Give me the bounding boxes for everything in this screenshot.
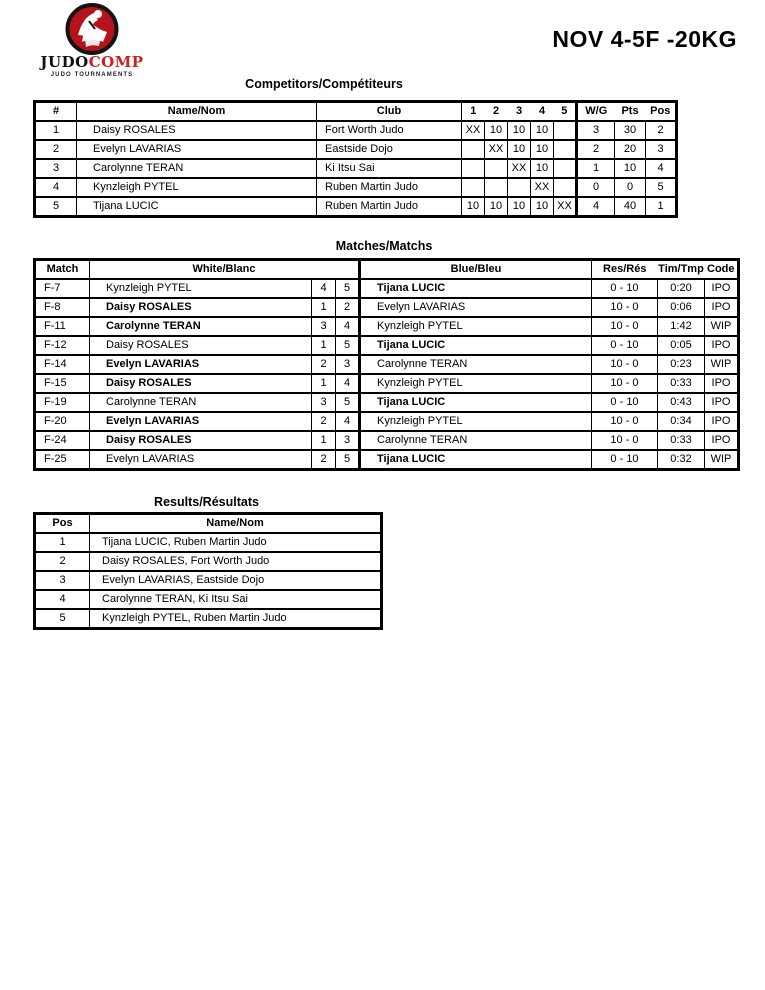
round-1-score: 10	[462, 197, 485, 217]
blue-player: Carolynne TERAN	[360, 355, 592, 374]
competitors-table	[33, 100, 678, 218]
match-code: IPO	[705, 298, 739, 317]
round-5-score: XX	[554, 197, 577, 217]
competitor-name: Kynzleigh PYTEL	[77, 178, 317, 197]
competitor-points: 30	[615, 121, 646, 140]
competitor-row	[35, 121, 677, 140]
white-player: Carolynne TERAN	[90, 393, 312, 412]
competitor-name: Daisy ROSALES	[77, 121, 317, 140]
match-time: 0:43	[658, 393, 705, 412]
white-player: Carolynne TERAN	[90, 317, 312, 336]
blue-player: Carolynne TERAN	[360, 431, 592, 450]
blue-player-number: 5	[336, 279, 360, 298]
blue-player-number: 4	[336, 317, 360, 336]
white-player: Kynzleigh PYTEL	[90, 279, 312, 298]
round-2-score	[485, 178, 508, 197]
competitor-club: Eastside Dojo	[317, 140, 462, 159]
match-time: 0:33	[658, 374, 705, 393]
result-row	[35, 609, 382, 629]
white-player: Daisy ROSALES	[90, 431, 312, 450]
competitor-name: Evelyn LAVARIAS	[77, 140, 317, 159]
round-3-score: 10	[508, 140, 531, 159]
results-section-title: Results/Résultats	[154, 495, 259, 509]
white-player-number: 1	[312, 298, 336, 317]
result-position: 1	[35, 533, 90, 552]
white-player-number: 1	[312, 431, 336, 450]
match-row	[35, 317, 739, 336]
logo-word-judo: JUDO	[40, 53, 89, 71]
competitor-row	[35, 159, 677, 178]
match-result: 10 - 0	[592, 298, 658, 317]
blue-player-number: 3	[336, 431, 360, 450]
matches-table	[33, 258, 740, 471]
blue-player-number: 5	[336, 450, 360, 470]
round-4-score: 10	[531, 140, 554, 159]
competitor-name: Tijana LUCIC	[77, 197, 317, 217]
logo-wordmark	[36, 55, 148, 70]
white-player: Daisy ROSALES	[90, 298, 312, 317]
white-player-number: 2	[312, 412, 336, 431]
match-row	[35, 450, 739, 470]
competitor-number: 2	[35, 140, 77, 159]
match-time: 0:05	[658, 336, 705, 355]
results-header-row	[35, 514, 382, 534]
match-code: WIP	[705, 355, 739, 374]
competitor-club: Ruben Martin Judo	[317, 197, 462, 217]
competitor-row	[35, 178, 677, 197]
match-time: 0:23	[658, 355, 705, 374]
competitor-wins: 0	[577, 178, 615, 197]
match-result: 10 - 0	[592, 355, 658, 374]
blue-player-number: 5	[336, 336, 360, 355]
white-player-number: 2	[312, 355, 336, 374]
blue-player-number: 2	[336, 298, 360, 317]
match-code: WIP	[705, 450, 739, 470]
match-row	[35, 431, 739, 450]
result-position: 5	[35, 609, 90, 629]
match-code: IPO	[705, 393, 739, 412]
col-result: Res/Rés	[592, 260, 658, 280]
result-position: 4	[35, 590, 90, 609]
match-result: 10 - 0	[592, 374, 658, 393]
match-id: F-20	[35, 412, 90, 431]
competitor-points: 10	[615, 159, 646, 178]
blue-player: Tijana LUCIC	[360, 450, 592, 470]
competitor-row	[35, 140, 677, 159]
match-result: 0 - 10	[592, 393, 658, 412]
result-position: 2	[35, 552, 90, 571]
round-3-score: XX	[508, 159, 531, 178]
blue-player-number: 3	[336, 355, 360, 374]
blue-player-number: 4	[336, 374, 360, 393]
match-row	[35, 298, 739, 317]
matches-section-title: Matches/Matchs	[335, 239, 433, 253]
blue-player: Tijana LUCIC	[360, 336, 592, 355]
page-title: NOV 4-5F -20KG	[552, 26, 737, 52]
competitor-wins: 4	[577, 197, 615, 217]
judo-throw-icon	[65, 3, 119, 55]
result-row	[35, 590, 382, 609]
match-id: F-14	[35, 355, 90, 374]
match-row	[35, 355, 739, 374]
results-table	[33, 512, 383, 630]
col-time: Tim/Tmp	[658, 260, 705, 280]
logo-tagline: JUDO TOURNAMENTS	[50, 72, 134, 78]
col-round-1: 1	[462, 102, 485, 122]
match-time: 0:20	[658, 279, 705, 298]
match-row	[35, 412, 739, 431]
match-result: 10 - 0	[592, 431, 658, 450]
round-1-score	[462, 178, 485, 197]
blue-player-number: 4	[336, 412, 360, 431]
competitor-number: 4	[35, 178, 77, 197]
col-blue: Blue/Bleu	[360, 260, 592, 280]
col-round-5: 5	[554, 102, 577, 122]
round-2-score: 10	[485, 197, 508, 217]
match-result: 0 - 10	[592, 279, 658, 298]
match-result: 10 - 0	[592, 317, 658, 336]
match-row	[35, 279, 739, 298]
blue-player: Kynzleigh PYTEL	[360, 412, 592, 431]
result-name: Evelyn LAVARIAS, Eastside Dojo	[90, 571, 382, 590]
round-1-score	[462, 140, 485, 159]
result-name: Tijana LUCIC, Ruben Martin Judo	[90, 533, 382, 552]
col-match: Match	[35, 260, 90, 280]
matches-header-row	[35, 260, 739, 280]
match-id: F-12	[35, 336, 90, 355]
match-time: 1:42	[658, 317, 705, 336]
match-id: F-24	[35, 431, 90, 450]
round-4-score: 10	[531, 121, 554, 140]
white-player-number: 1	[312, 374, 336, 393]
match-row	[35, 374, 739, 393]
white-player-number: 1	[312, 336, 336, 355]
match-id: F-19	[35, 393, 90, 412]
round-5-score	[554, 159, 577, 178]
match-row	[35, 336, 739, 355]
logo-word-comp: COMP	[88, 53, 144, 71]
white-player-number: 4	[312, 279, 336, 298]
match-id: F-7	[35, 279, 90, 298]
competitor-number: 3	[35, 159, 77, 178]
round-4-score: XX	[531, 178, 554, 197]
competitor-row	[35, 197, 677, 217]
blue-player: Tijana LUCIC	[360, 393, 592, 412]
competitor-name: Carolynne TERAN	[77, 159, 317, 178]
white-player: Evelyn LAVARIAS	[90, 450, 312, 470]
round-5-score	[554, 178, 577, 197]
match-code: IPO	[705, 431, 739, 450]
result-name: Daisy ROSALES, Fort Worth Judo	[90, 552, 382, 571]
col-pts: Pts	[615, 102, 646, 122]
judocomp-logo	[36, 3, 148, 78]
round-5-score	[554, 121, 577, 140]
competitor-points: 20	[615, 140, 646, 159]
round-2-score: XX	[485, 140, 508, 159]
blue-player: Evelyn LAVARIAS	[360, 298, 592, 317]
competitors-section-title: Competitors/Compétiteurs	[245, 77, 403, 91]
competitor-number: 1	[35, 121, 77, 140]
white-player-number: 2	[312, 450, 336, 470]
competitor-club: Ruben Martin Judo	[317, 178, 462, 197]
result-row	[35, 571, 382, 590]
round-4-score: 10	[531, 159, 554, 178]
blue-player: Kynzleigh PYTEL	[360, 317, 592, 336]
blue-player: Tijana LUCIC	[360, 279, 592, 298]
match-code: IPO	[705, 374, 739, 393]
white-player-number: 3	[312, 317, 336, 336]
round-1-score	[462, 159, 485, 178]
match-result: 0 - 10	[592, 336, 658, 355]
match-code: IPO	[705, 412, 739, 431]
match-id: F-11	[35, 317, 90, 336]
competitor-wins: 1	[577, 159, 615, 178]
match-time: 0:33	[658, 431, 705, 450]
round-2-score	[485, 159, 508, 178]
result-position: 3	[35, 571, 90, 590]
round-4-score: 10	[531, 197, 554, 217]
result-row	[35, 533, 382, 552]
round-3-score	[508, 178, 531, 197]
white-player-number: 3	[312, 393, 336, 412]
white-player: Daisy ROSALES	[90, 336, 312, 355]
competitor-position: 2	[646, 121, 677, 140]
round-1-score: XX	[462, 121, 485, 140]
result-row	[35, 552, 382, 571]
competitor-position: 1	[646, 197, 677, 217]
col-round-3: 3	[508, 102, 531, 122]
col-pos: Pos	[646, 102, 677, 122]
white-player: Evelyn LAVARIAS	[90, 412, 312, 431]
col-name: Name/Nom	[90, 514, 382, 534]
round-5-score	[554, 140, 577, 159]
competitor-club: Fort Worth Judo	[317, 121, 462, 140]
match-code: IPO	[705, 279, 739, 298]
blue-player: Kynzleigh PYTEL	[360, 374, 592, 393]
competitor-wins: 2	[577, 140, 615, 159]
match-id: F-8	[35, 298, 90, 317]
result-name: Kynzleigh PYTEL, Ruben Martin Judo	[90, 609, 382, 629]
match-code: WIP	[705, 317, 739, 336]
match-id: F-15	[35, 374, 90, 393]
match-result: 0 - 10	[592, 450, 658, 470]
round-3-score: 10	[508, 197, 531, 217]
col-name: Name/Nom	[77, 102, 317, 122]
competitor-number: 5	[35, 197, 77, 217]
white-player: Evelyn LAVARIAS	[90, 355, 312, 374]
col-code: Code	[705, 260, 739, 280]
white-player: Daisy ROSALES	[90, 374, 312, 393]
match-time: 0:06	[658, 298, 705, 317]
match-code: IPO	[705, 336, 739, 355]
competitors-header-row	[35, 102, 677, 122]
match-time: 0:32	[658, 450, 705, 470]
round-2-score: 10	[485, 121, 508, 140]
match-result: 10 - 0	[592, 412, 658, 431]
result-name: Carolynne TERAN, Ki Itsu Sai	[90, 590, 382, 609]
col-club: Club	[317, 102, 462, 122]
col-round-4: 4	[531, 102, 554, 122]
match-row	[35, 393, 739, 412]
competitor-position: 5	[646, 178, 677, 197]
competitor-position: 3	[646, 140, 677, 159]
competitor-wins: 3	[577, 121, 615, 140]
col-round-2: 2	[485, 102, 508, 122]
col-pos: Pos	[35, 514, 90, 534]
match-id: F-25	[35, 450, 90, 470]
match-time: 0:34	[658, 412, 705, 431]
competitor-points: 0	[615, 178, 646, 197]
competitor-position: 4	[646, 159, 677, 178]
competitor-club: Ki Itsu Sai	[317, 159, 462, 178]
col-wg: W/G	[577, 102, 615, 122]
blue-player-number: 5	[336, 393, 360, 412]
round-3-score: 10	[508, 121, 531, 140]
col-number: #	[35, 102, 77, 122]
competitor-points: 40	[615, 197, 646, 217]
col-white: White/Blanc	[90, 260, 360, 280]
